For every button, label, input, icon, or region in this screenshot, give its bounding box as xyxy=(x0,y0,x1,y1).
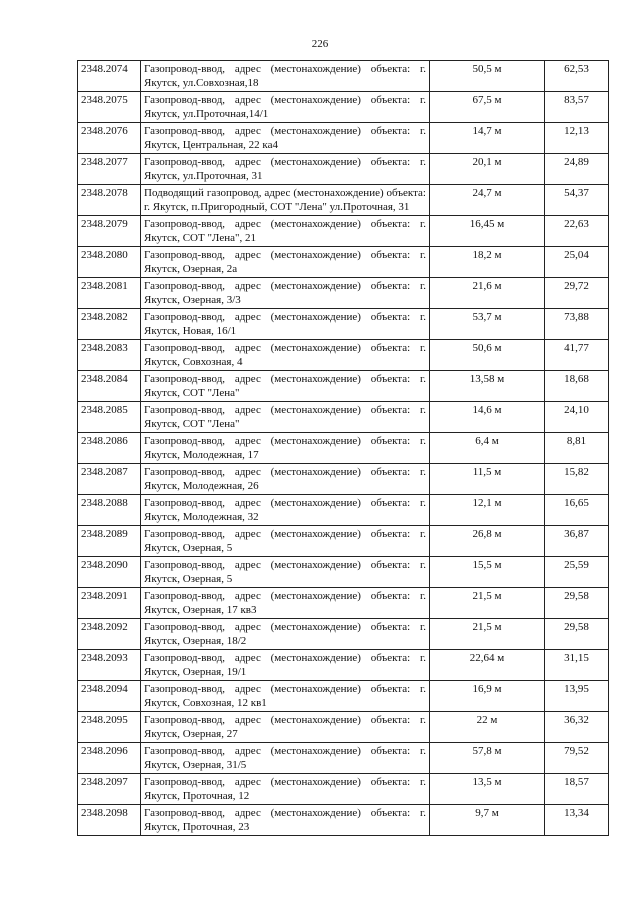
row-id-cell: 2348.2084 xyxy=(78,371,141,402)
row-id-cell: 2348.2088 xyxy=(78,495,141,526)
row-value-cell: 18,68 xyxy=(545,371,609,402)
row-value-cell: 73,88 xyxy=(545,309,609,340)
row-value-cell: 16,65 xyxy=(545,495,609,526)
row-id-cell: 2348.2085 xyxy=(78,402,141,433)
row-description-cell: Газопровод-ввод, адрес (местонахождение) объекта: г. Якутск, СОТ "Лена" xyxy=(141,402,430,433)
row-description-cell: Подводящий газопровод, адрес (местонахождение) объекта: г. Якутск, п.Пригородный, СОТ "Лена" ул.Проточная, 31 xyxy=(141,185,430,216)
row-id-cell: 2348.2093 xyxy=(78,650,141,681)
row-length-cell: 21,5 м xyxy=(430,588,545,619)
row-value-cell: 13,95 xyxy=(545,681,609,712)
table-row xyxy=(78,805,609,836)
row-value-cell: 12,13 xyxy=(545,123,609,154)
row-length-cell: 22,64 м xyxy=(430,650,545,681)
row-id-cell: 2348.2076 xyxy=(78,123,141,154)
table-row xyxy=(78,650,609,681)
row-id-cell: 2348.2083 xyxy=(78,340,141,371)
row-length-cell: 50,6 м xyxy=(430,340,545,371)
row-description-cell: Газопровод-ввод, адрес (местонахождение) объекта: г. Якутск, Озерная, 5 xyxy=(141,557,430,588)
row-id-cell: 2348.2096 xyxy=(78,743,141,774)
row-id-cell: 2348.2081 xyxy=(78,278,141,309)
row-length-cell: 26,8 м xyxy=(430,526,545,557)
row-value-cell: 62,53 xyxy=(545,61,609,92)
table-row xyxy=(78,61,609,92)
row-description-cell: Газопровод-ввод, адрес (местонахождение) объекта: г. Якутск, Молодежная, 26 xyxy=(141,464,430,495)
row-description-cell: Газопровод-ввод, адрес (местонахождение) объекта: г. Якутск, СОТ "Лена" xyxy=(141,371,430,402)
row-description-cell: Газопровод-ввод, адрес (местонахождение) объекта: г. Якутск, Озерная, 5 xyxy=(141,526,430,557)
row-length-cell: 9,7 м xyxy=(430,805,545,836)
row-length-cell: 18,2 м xyxy=(430,247,545,278)
row-description-cell: Газопровод-ввод, адрес (местонахождение) объекта: г. Якутск, Проточная, 23 xyxy=(141,805,430,836)
row-length-cell: 20,1 м xyxy=(430,154,545,185)
table-row xyxy=(78,681,609,712)
table-row xyxy=(78,278,609,309)
table-row xyxy=(78,619,609,650)
row-value-cell: 54,37 xyxy=(545,185,609,216)
row-value-cell: 24,89 xyxy=(545,154,609,185)
table-row xyxy=(78,123,609,154)
row-value-cell: 8,81 xyxy=(545,433,609,464)
row-id-cell: 2348.2087 xyxy=(78,464,141,495)
row-value-cell: 79,52 xyxy=(545,743,609,774)
row-description-cell: Газопровод-ввод, адрес (местонахождение) объекта: г. Якутск, Озерная, 18/2 xyxy=(141,619,430,650)
row-id-cell: 2348.2091 xyxy=(78,588,141,619)
table-row xyxy=(78,154,609,185)
table-row xyxy=(78,402,609,433)
row-id-cell: 2348.2086 xyxy=(78,433,141,464)
table-row xyxy=(78,340,609,371)
row-length-cell: 21,5 м xyxy=(430,619,545,650)
row-id-cell: 2348.2097 xyxy=(78,774,141,805)
row-description-cell: Газопровод-ввод, адрес (местонахождение) объекта: г. Якутск, Озерная, 17 кв3 xyxy=(141,588,430,619)
row-value-cell: 29,72 xyxy=(545,278,609,309)
row-id-cell: 2348.2078 xyxy=(78,185,141,216)
table-row xyxy=(78,185,609,216)
row-value-cell: 13,34 xyxy=(545,805,609,836)
row-id-cell: 2348.2090 xyxy=(78,557,141,588)
row-length-cell: 67,5 м xyxy=(430,92,545,123)
row-length-cell: 22 м xyxy=(430,712,545,743)
row-length-cell: 6,4 м xyxy=(430,433,545,464)
row-description-cell: Газопровод-ввод, адрес (местонахождение) объекта: г. Якутск, Озерная, 2а xyxy=(141,247,430,278)
table-row xyxy=(78,526,609,557)
row-value-cell: 18,57 xyxy=(545,774,609,805)
row-description-cell: Газопровод-ввод, адрес (местонахождение) объекта: г. Якутск, Совхозная, 4 xyxy=(141,340,430,371)
row-description-cell: Газопровод-ввод, адрес (местонахождение) объекта: г. Якутск, ул.Совхозная,18 xyxy=(141,61,430,92)
row-length-cell: 21,6 м xyxy=(430,278,545,309)
table-row xyxy=(78,371,609,402)
row-id-cell: 2348.2074 xyxy=(78,61,141,92)
row-value-cell: 24,10 xyxy=(545,402,609,433)
row-length-cell: 11,5 м xyxy=(430,464,545,495)
table-row xyxy=(78,557,609,588)
row-id-cell: 2348.2077 xyxy=(78,154,141,185)
row-length-cell: 14,6 м xyxy=(430,402,545,433)
row-description-cell: Газопровод-ввод, адрес (местонахождение) объекта: г. Якутск, Новая, 16/1 xyxy=(141,309,430,340)
row-description-cell: Газопровод-ввод, адрес (местонахождение) объекта: г. Якутск, Озерная, 19/1 xyxy=(141,650,430,681)
row-value-cell: 41,77 xyxy=(545,340,609,371)
table-row xyxy=(78,92,609,123)
row-description-cell: Газопровод-ввод, адрес (местонахождение) объекта: г. Якутск, Центральная, 22 ка4 xyxy=(141,123,430,154)
table-row xyxy=(78,712,609,743)
row-id-cell: 2348.2082 xyxy=(78,309,141,340)
row-id-cell: 2348.2080 xyxy=(78,247,141,278)
row-value-cell: 29,58 xyxy=(545,619,609,650)
row-id-cell: 2348.2079 xyxy=(78,216,141,247)
table-row xyxy=(78,588,609,619)
registry-table xyxy=(77,60,609,836)
row-length-cell: 15,5 м xyxy=(430,557,545,588)
row-id-cell: 2348.2075 xyxy=(78,92,141,123)
table-row xyxy=(78,309,609,340)
row-description-cell: Газопровод-ввод, адрес (местонахождение) объекта: г. Якутск, Совхозная, 12 кв1 xyxy=(141,681,430,712)
row-id-cell: 2348.2098 xyxy=(78,805,141,836)
row-value-cell: 31,15 xyxy=(545,650,609,681)
row-description-cell: Газопровод-ввод, адрес (местонахождение) объекта: г. Якутск, Озерная, 3/3 xyxy=(141,278,430,309)
row-value-cell: 36,87 xyxy=(545,526,609,557)
row-description-cell: Газопровод-ввод, адрес (местонахождение) объекта: г. Якутск, Озерная, 27 xyxy=(141,712,430,743)
row-id-cell: 2348.2094 xyxy=(78,681,141,712)
table-row xyxy=(78,216,609,247)
table-row xyxy=(78,464,609,495)
registry-table-body xyxy=(78,61,609,836)
table-row xyxy=(78,774,609,805)
row-value-cell: 36,32 xyxy=(545,712,609,743)
row-description-cell: Газопровод-ввод, адрес (местонахождение) объекта: г. Якутск, Молодежная, 17 xyxy=(141,433,430,464)
row-length-cell: 16,9 м xyxy=(430,681,545,712)
row-description-cell: Газопровод-ввод, адрес (местонахождение) объекта: г. Якутск, Озерная, 31/5 xyxy=(141,743,430,774)
row-length-cell: 13,58 м xyxy=(430,371,545,402)
row-value-cell: 15,82 xyxy=(545,464,609,495)
row-length-cell: 13,5 м xyxy=(430,774,545,805)
row-length-cell: 50,5 м xyxy=(430,61,545,92)
table-row xyxy=(78,433,609,464)
table-row xyxy=(78,495,609,526)
row-value-cell: 25,04 xyxy=(545,247,609,278)
row-id-cell: 2348.2092 xyxy=(78,619,141,650)
table-row xyxy=(78,743,609,774)
row-description-cell: Газопровод-ввод, адрес (местонахождение) объекта: г. Якутск, ул.Проточная, 31 xyxy=(141,154,430,185)
row-value-cell: 25,59 xyxy=(545,557,609,588)
table-row xyxy=(78,247,609,278)
row-length-cell: 14,7 м xyxy=(430,123,545,154)
row-length-cell: 53,7 м xyxy=(430,309,545,340)
row-value-cell: 22,63 xyxy=(545,216,609,247)
row-id-cell: 2348.2095 xyxy=(78,712,141,743)
row-description-cell: Газопровод-ввод, адрес (местонахождение) объекта: г. Якутск, Молодежная, 32 xyxy=(141,495,430,526)
row-length-cell: 16,45 м xyxy=(430,216,545,247)
row-id-cell: 2348.2089 xyxy=(78,526,141,557)
row-description-cell: Газопровод-ввод, адрес (местонахождение) объекта: г. Якутск, ул.Проточная,14/1 xyxy=(141,92,430,123)
row-value-cell: 83,57 xyxy=(545,92,609,123)
row-length-cell: 12,1 м xyxy=(430,495,545,526)
row-value-cell: 29,58 xyxy=(545,588,609,619)
row-description-cell: Газопровод-ввод, адрес (местонахождение) объекта: г. Якутск, Проточная, 12 xyxy=(141,774,430,805)
row-description-cell: Газопровод-ввод, адрес (местонахождение) объекта: г. Якутск, СОТ "Лена", 21 xyxy=(141,216,430,247)
row-length-cell: 57,8 м xyxy=(430,743,545,774)
page-number: 226 xyxy=(311,38,329,50)
row-length-cell: 24,7 м xyxy=(430,185,545,216)
